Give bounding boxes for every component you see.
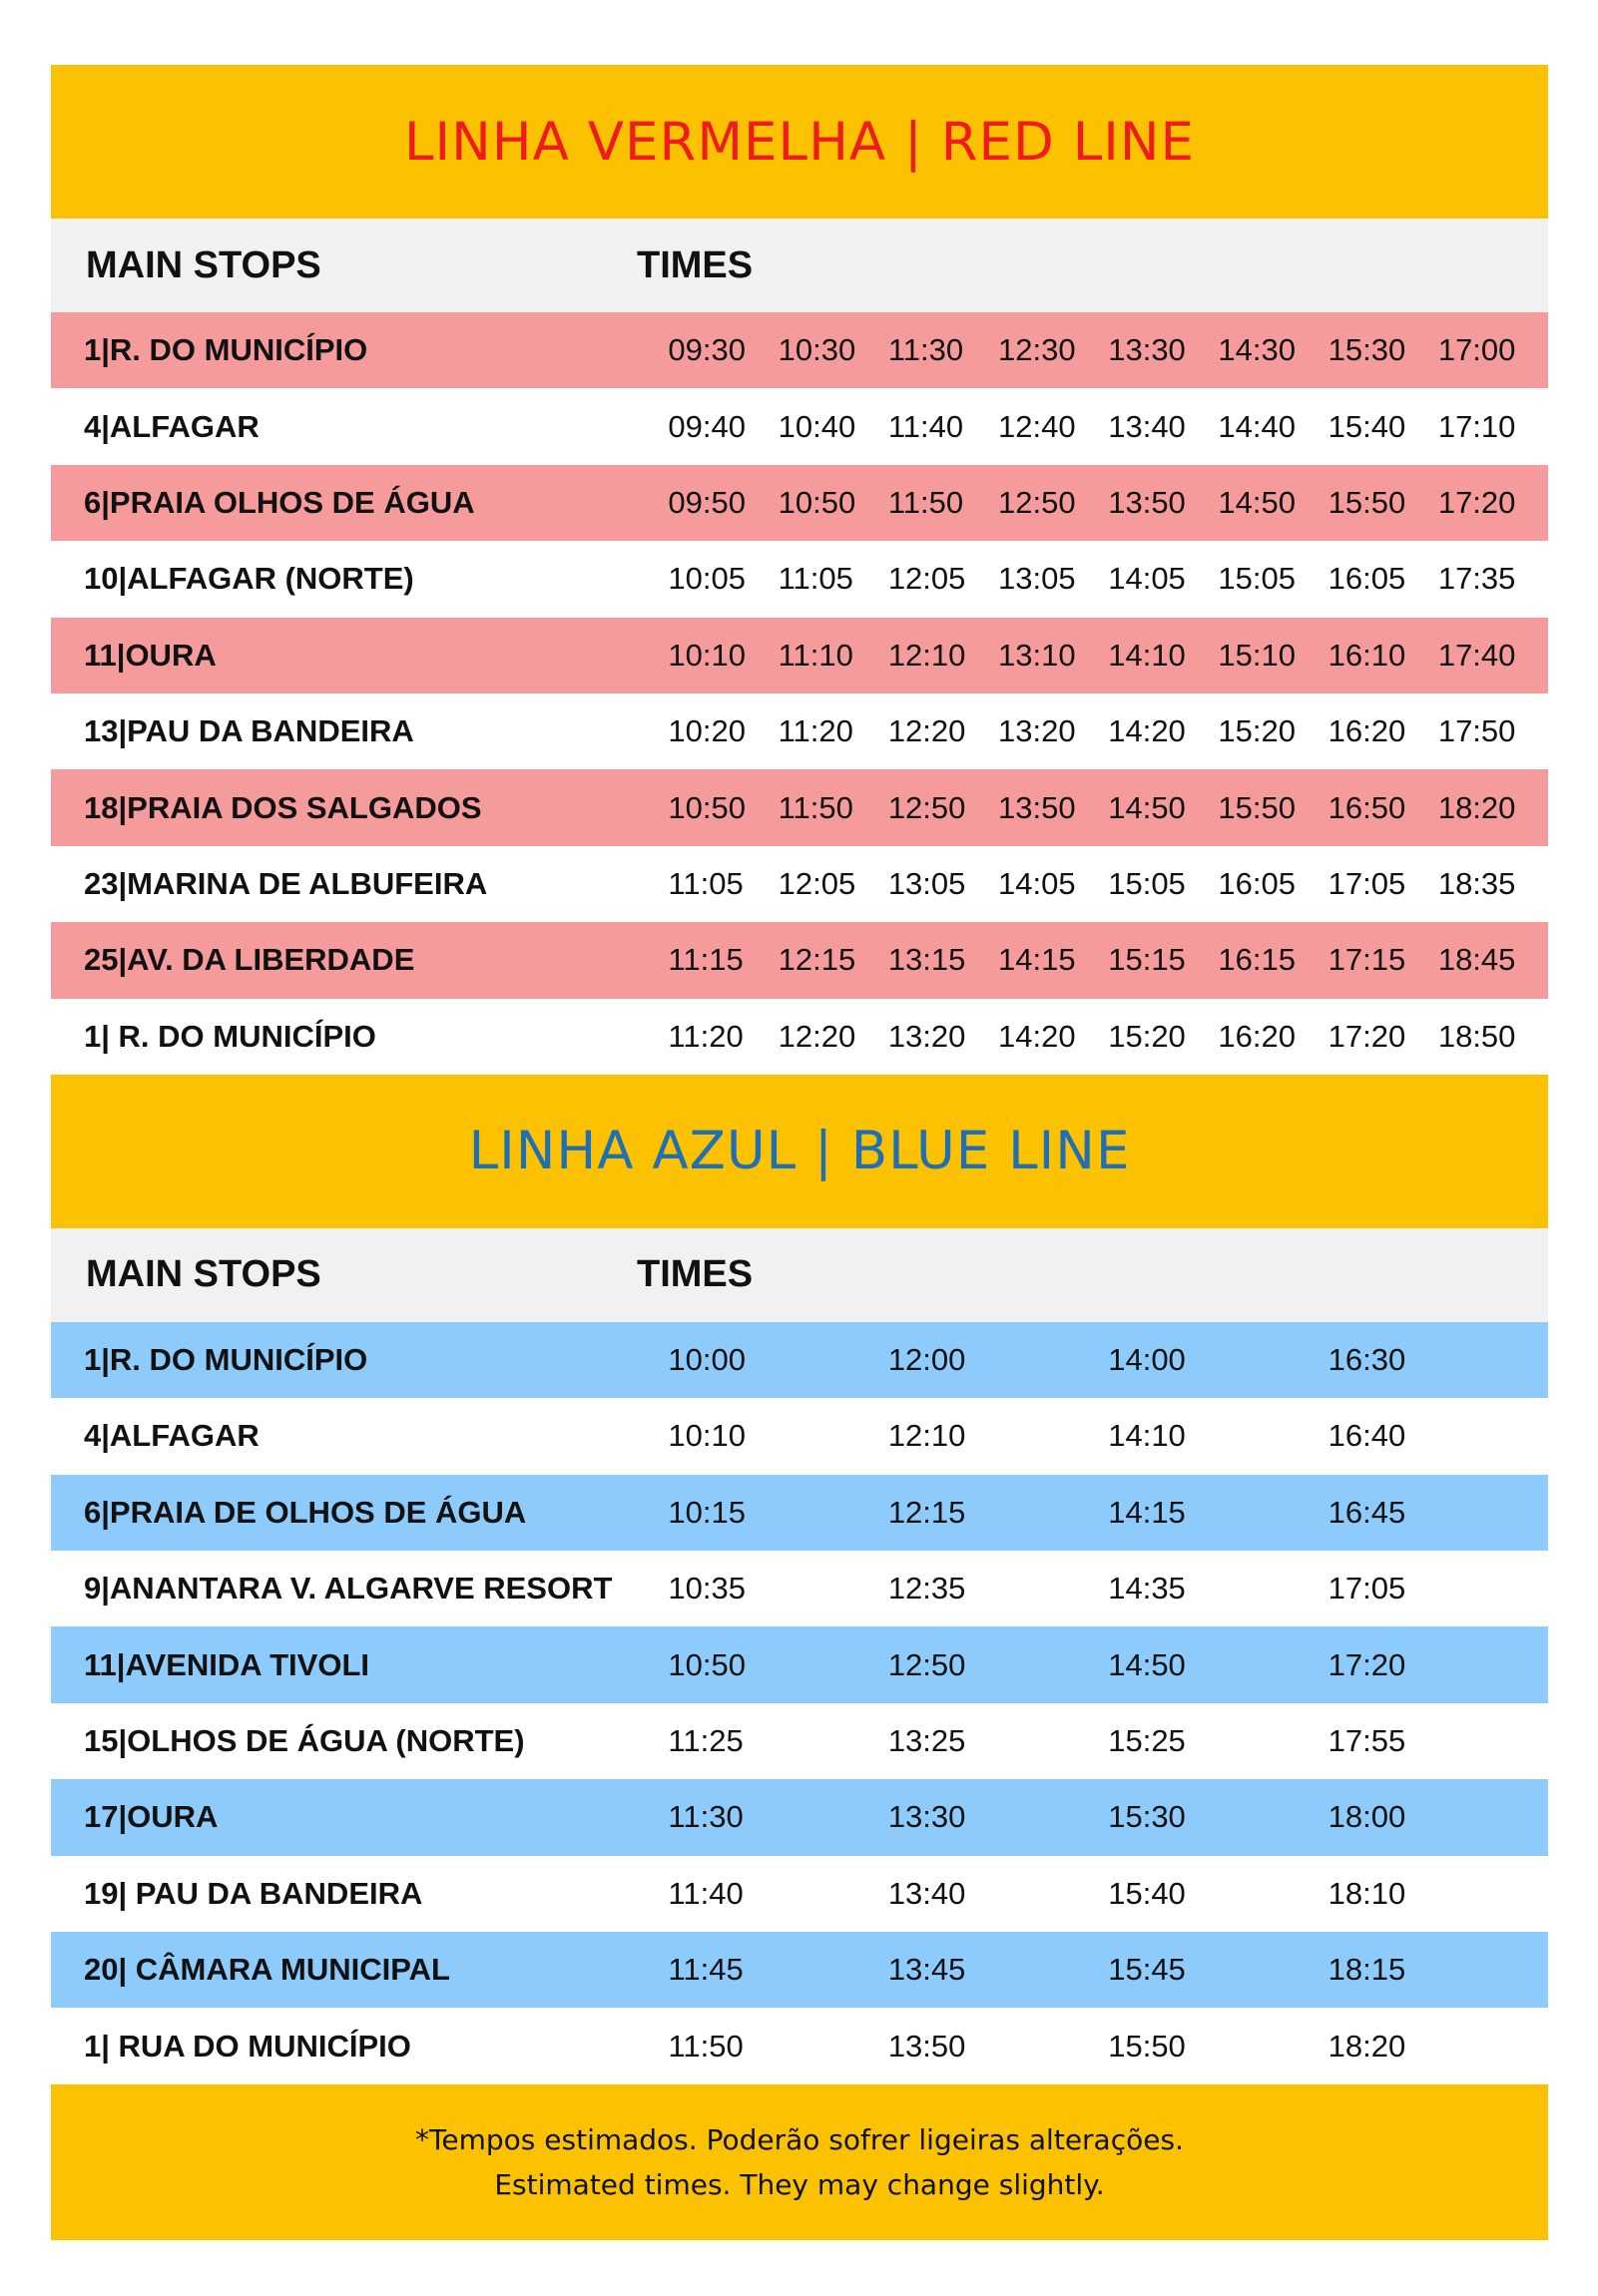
departure-time: 15:50 — [1108, 2028, 1186, 2064]
departure-time: 18:00 — [1328, 1799, 1406, 1835]
departure-time: 18:20 — [1437, 789, 1516, 825]
table-row — [51, 1475, 1548, 1551]
departure-time: 14:15 — [1108, 1494, 1186, 1530]
departure-time: 12:10 — [887, 637, 966, 673]
departure-time: 12:30 — [998, 332, 1076, 368]
departure-time: 12:10 — [887, 1418, 966, 1454]
stop-name: 18|PRAIA DOS SALGADOS — [84, 789, 482, 825]
departure-time: 10:35 — [668, 1571, 746, 1607]
table-row — [51, 1322, 1548, 1398]
table-row — [51, 922, 1548, 998]
departure-time: 13:25 — [887, 1723, 966, 1759]
departure-time: 10:30 — [778, 332, 856, 368]
table-row — [51, 2008, 1548, 2083]
departure-time: 18:20 — [1328, 2028, 1406, 2064]
footer-note — [51, 2084, 1548, 2240]
departure-time: 17:05 — [1328, 865, 1406, 901]
departure-time: 11:50 — [668, 2028, 744, 2064]
table-row — [51, 541, 1548, 617]
departure-time: 15:20 — [1218, 713, 1296, 749]
table-row — [51, 465, 1548, 541]
departure-time: 11:50 — [778, 789, 853, 825]
departure-time: 17:35 — [1437, 561, 1516, 597]
stop-name: 13|PAU DA BANDEIRA — [84, 713, 414, 749]
departure-time: 12:05 — [887, 561, 966, 597]
departure-time: 17:55 — [1328, 1723, 1406, 1759]
footer-note-english: Estimated times. They may change slightly. — [494, 2167, 1105, 2201]
departure-time: 16:20 — [1218, 1018, 1296, 1054]
departure-time: 17:40 — [1437, 637, 1516, 673]
departure-time: 15:25 — [1108, 1723, 1186, 1759]
departure-time: 17:20 — [1328, 1646, 1406, 1682]
departure-time: 13:40 — [887, 1875, 966, 1911]
departure-time: 10:50 — [668, 789, 746, 825]
table-row — [51, 1703, 1548, 1779]
departure-time: 15:05 — [1218, 561, 1296, 597]
stop-name: 1|R. DO MUNICÍPIO — [84, 1342, 368, 1378]
departure-time: 17:15 — [1328, 942, 1406, 978]
departure-time: 10:40 — [778, 408, 856, 444]
departure-time: 12:05 — [778, 865, 856, 901]
stop-name: 15|OLHOS DE ÁGUA (NORTE) — [84, 1723, 525, 1759]
stop-name: 4|ALFAGAR — [84, 408, 260, 444]
departure-time: 12:00 — [887, 1342, 966, 1378]
departure-time: 15:30 — [1108, 1799, 1186, 1835]
departure-time: 11:30 — [887, 332, 964, 368]
departure-time: 15:15 — [1108, 942, 1186, 978]
departure-time: 13:20 — [887, 1018, 966, 1054]
main-stops-header: MAIN STOPS — [86, 243, 321, 286]
departure-time: 11:25 — [668, 1723, 744, 1759]
departure-time: 18:45 — [1437, 942, 1516, 978]
departure-time: 14:05 — [1108, 561, 1186, 597]
departure-time: 15:20 — [1108, 1018, 1186, 1054]
table-row — [51, 1551, 1548, 1626]
departure-time: 14:20 — [998, 1018, 1076, 1054]
departure-time: 14:05 — [998, 865, 1076, 901]
departure-time: 16:45 — [1328, 1494, 1406, 1530]
departure-time: 13:10 — [998, 637, 1076, 673]
stop-name: 10|ALFAGAR (NORTE) — [84, 561, 414, 597]
departure-time: 15:30 — [1328, 332, 1406, 368]
departure-time: 10:05 — [668, 561, 746, 597]
timetable-sheet — [51, 65, 1548, 2240]
departure-time: 18:35 — [1437, 865, 1516, 901]
departure-time: 12:50 — [998, 484, 1076, 520]
departure-time: 18:50 — [1437, 1018, 1516, 1054]
departure-time: 14:50 — [1218, 484, 1296, 520]
departure-time: 14:50 — [1108, 789, 1186, 825]
stop-name: 19| PAU DA BANDEIRA — [84, 1875, 423, 1911]
stop-name: 6|PRAIA DE OLHOS DE ÁGUA — [84, 1494, 527, 1530]
departure-time: 09:30 — [668, 332, 746, 368]
departure-time: 10:15 — [668, 1494, 746, 1530]
red-line-table — [51, 312, 1548, 1075]
departure-time: 16:50 — [1328, 789, 1406, 825]
departure-time: 16:15 — [1218, 942, 1296, 978]
departure-time: 09:50 — [668, 484, 746, 520]
departure-time: 10:10 — [668, 637, 746, 673]
departure-time: 16:40 — [1328, 1418, 1406, 1454]
departure-time: 11:30 — [668, 1799, 744, 1835]
stop-name: 1| RUA DO MUNICÍPIO — [84, 2028, 411, 2064]
departure-time: 10:50 — [778, 484, 856, 520]
departure-time: 13:05 — [887, 865, 966, 901]
departure-time: 16:05 — [1328, 561, 1406, 597]
departure-time: 13:40 — [1108, 408, 1186, 444]
stop-name: 23|MARINA DE ALBUFEIRA — [84, 865, 488, 901]
departure-time: 15:10 — [1218, 637, 1296, 673]
table-row — [51, 1626, 1548, 1702]
departure-time: 15:40 — [1108, 1875, 1186, 1911]
blue-line-table — [51, 1322, 1548, 2084]
departure-time: 13:50 — [1108, 484, 1186, 520]
stop-name: 25|AV. DA LIBERDADE — [84, 942, 415, 978]
departure-time: 10:00 — [668, 1342, 746, 1378]
departure-time: 17:10 — [1437, 408, 1516, 444]
departure-time: 17:50 — [1437, 713, 1516, 749]
departure-time: 18:10 — [1328, 1875, 1406, 1911]
departure-time: 15:50 — [1218, 789, 1296, 825]
stop-name: 4|ALFAGAR — [84, 1418, 260, 1454]
table-row — [51, 388, 1548, 464]
departure-time: 12:40 — [998, 408, 1076, 444]
departure-time: 14:15 — [998, 942, 1076, 978]
departure-time: 13:20 — [998, 713, 1076, 749]
departure-time: 15:45 — [1108, 1952, 1186, 1988]
departure-time: 17:00 — [1437, 332, 1516, 368]
departure-time: 11:15 — [668, 942, 744, 978]
times-header: TIMES — [637, 243, 754, 286]
departure-time: 12:50 — [887, 1646, 966, 1682]
departure-time: 14:10 — [1108, 637, 1186, 673]
departure-time: 13:45 — [887, 1952, 966, 1988]
blue-line-header-row — [51, 1228, 1548, 1322]
departure-time: 14:00 — [1108, 1342, 1186, 1378]
departure-time: 15:05 — [1108, 865, 1186, 901]
departure-time: 16:20 — [1328, 713, 1406, 749]
departure-time: 11:10 — [778, 637, 853, 673]
departure-time: 14:50 — [1108, 1646, 1186, 1682]
table-row — [51, 312, 1548, 388]
table-row — [51, 618, 1548, 693]
departure-time: 11:40 — [668, 1875, 744, 1911]
main-stops-header: MAIN STOPS — [86, 1253, 321, 1296]
departure-time: 15:40 — [1328, 408, 1406, 444]
departure-time: 14:35 — [1108, 1571, 1186, 1607]
departure-time: 14:20 — [1108, 713, 1186, 749]
departure-time: 12:35 — [887, 1571, 966, 1607]
departure-time: 11:50 — [887, 484, 964, 520]
stop-name: 1|R. DO MUNICÍPIO — [84, 332, 368, 368]
departure-time: 12:50 — [887, 789, 966, 825]
departure-time: 13:05 — [998, 561, 1076, 597]
departure-time: 12:20 — [887, 713, 966, 749]
stop-name: 11|OURA — [84, 637, 217, 673]
departure-time: 16:05 — [1218, 865, 1296, 901]
departure-time: 13:30 — [1108, 332, 1186, 368]
departure-time: 15:50 — [1328, 484, 1406, 520]
red-line-header-row — [51, 219, 1548, 312]
departure-time: 10:50 — [668, 1646, 746, 1682]
departure-time: 11:05 — [668, 865, 744, 901]
table-row — [51, 693, 1548, 769]
departure-time: 13:30 — [887, 1799, 966, 1835]
departure-time: 11:40 — [887, 408, 964, 444]
departure-time: 16:10 — [1328, 637, 1406, 673]
departure-time: 10:20 — [668, 713, 746, 749]
departure-time: 12:20 — [778, 1018, 856, 1054]
departure-time: 12:15 — [887, 1494, 966, 1530]
table-row — [51, 1779, 1548, 1855]
departure-time: 11:20 — [778, 713, 853, 749]
table-row — [51, 1398, 1548, 1474]
departure-time: 09:40 — [668, 408, 746, 444]
departure-time: 16:30 — [1328, 1342, 1406, 1378]
times-header: TIMES — [637, 1253, 754, 1296]
departure-time: 14:30 — [1218, 332, 1296, 368]
footer-note-portuguese: *Tempos estimados. Poderão sofrer ligeiras alterações. — [415, 2122, 1184, 2156]
departure-time: 11:20 — [668, 1018, 744, 1054]
departure-time: 17:20 — [1437, 484, 1516, 520]
departure-time: 11:45 — [668, 1952, 744, 1988]
departure-time: 12:15 — [778, 942, 856, 978]
table-row — [51, 846, 1548, 922]
departure-time: 14:10 — [1108, 1418, 1186, 1454]
table-row — [51, 999, 1548, 1075]
departure-time: 13:50 — [998, 789, 1076, 825]
stop-name: 6|PRAIA OLHOS DE ÁGUA — [84, 484, 475, 520]
table-row — [51, 1856, 1548, 1932]
table-row — [51, 769, 1548, 845]
stop-name: 20| CÂMARA MUNICIPAL — [84, 1952, 450, 1988]
red-line-title: LINHA VERMELHA | RED LINE — [51, 65, 1548, 219]
departure-time: 10:10 — [668, 1418, 746, 1454]
departure-time: 13:50 — [887, 2028, 966, 2064]
departure-time: 11:05 — [778, 561, 853, 597]
departure-time: 18:15 — [1328, 1952, 1406, 1988]
table-row — [51, 1932, 1548, 2008]
stop-name: 1| R. DO MUNICÍPIO — [84, 1018, 376, 1054]
blue-line-title: LINHA AZUL | BLUE LINE — [51, 1075, 1548, 1228]
stop-name: 11|AVENIDA TIVOLI — [84, 1646, 370, 1682]
departure-time: 14:40 — [1218, 408, 1296, 444]
departure-time: 17:20 — [1328, 1018, 1406, 1054]
departure-time: 17:05 — [1328, 1571, 1406, 1607]
departure-time: 13:15 — [887, 942, 966, 978]
stop-name: 9|ANANTARA V. ALGARVE RESORT — [84, 1571, 613, 1607]
stop-name: 17|OURA — [84, 1799, 219, 1835]
